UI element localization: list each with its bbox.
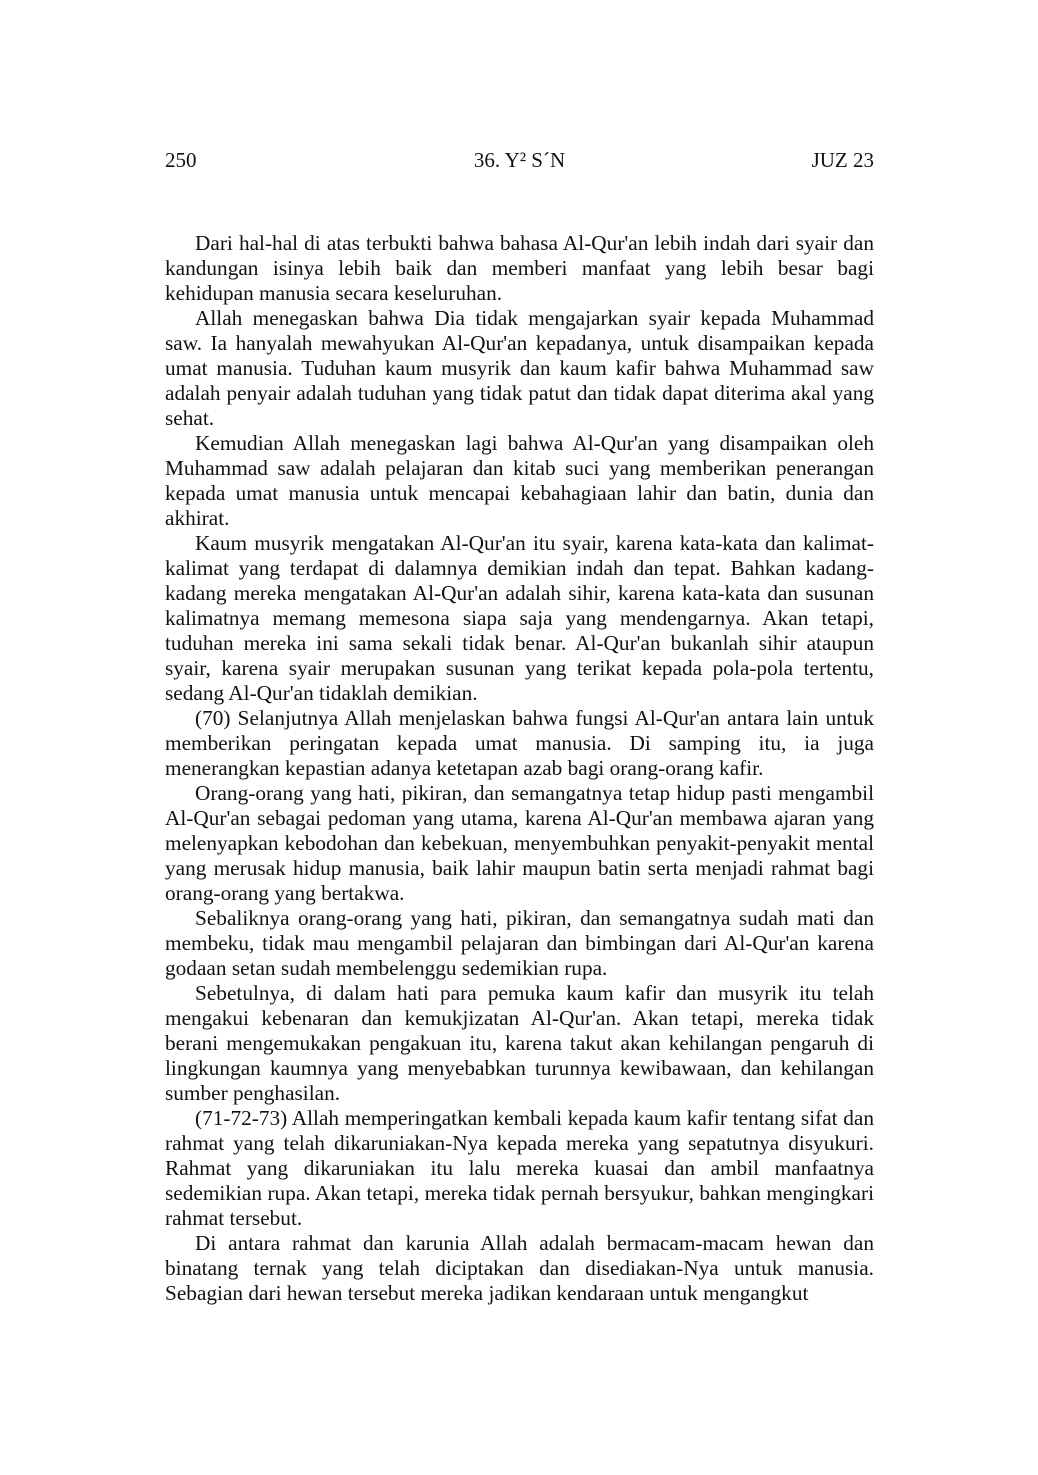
paragraph: Dari hal-hal di atas terbukti bahwa bahasa Al-Qur'an lebih indah dari syair dan kandungan isinya lebih baik dan memberi manfaat yang lebih besar bagi kehidupan manusia secara keseluruhan. — [165, 231, 874, 305]
page-header — [165, 146, 874, 174]
paragraph: (70) Selanjutnya Allah menjelaskan bahwa fungsi Al-Qur'an antara lain untuk memberikan peringatan kepada umat manusia. Di samping itu, ia juga menerangkan kepastian adanya ketetapan azab bagi orang-orang kafir. — [165, 706, 874, 780]
paragraph: (71-72-73) Allah memperingatkan kembali kepada kaum kafir tentang sifat dan rahmat yang telah dikaruniakan-Nya kepada mereka yang sepatutnya disyukuri. Rahmat yang dikaruniakan itu lalu mereka kuasai dan ambil manfaatnya sedemikian rupa. Akan tetapi, mereka tidak pernah bersyukur, bahkan mengingkari rahmat tersebut. — [165, 1106, 874, 1230]
paragraph: Kemudian Allah menegaskan lagi bahwa Al-Qur'an yang disampaikan oleh Muhammad saw adalah pelajaran dan kitab suci yang memberikan penerangan kepada umat manusia untuk mencapai kebahagiaan lahir dan batin, dunia dan akhirat. — [165, 431, 874, 530]
paragraph: Sebetulnya, di dalam hati para pemuka kaum kafir dan musyrik itu telah mengakui kebenaran dan kemukjizatan Al-Qur'an. Akan tetapi, mereka tidak berani mengemukakan pengakuan itu, karena takut akan kehilangan pengaruh di lingkungan kaumnya yang menyebabkan turunnya kewibawaan, dan kehilangan sumber penghasilan. — [165, 981, 874, 1105]
page-number: 250 — [165, 148, 197, 172]
paragraph: Kaum musyrik mengatakan Al-Qur'an itu syair, karena kata-kata dan kalimat-kalimat yang terdapat di dalamnya demikian indah dan tepat. Bahkan kadang-kadang mereka mengatakan Al-Qur'an adalah sihir, karena kata-kata dan susunan kalimatnya memang memesona siapa saja yang mendengarnya. Akan tetapi, tuduhan mereka ini sama sekali tidak benar. Al-Qur'an bukanlah sihir ataupun syair, karena syair merupakan susunan yang terikat kepada pola-pola tertentu, sedang Al-Qur'an tidaklah demikian. — [165, 531, 874, 705]
paragraph: Di antara rahmat dan karunia Allah adalah bermacam-macam hewan dan binatang ternak yang telah diciptakan dan disediakan-Nya untuk manusia. Sebagian dari hewan tersebut mereka jadikan kendaraan untuk mengangkut — [165, 1231, 874, 1305]
chapter-title: 36. Y² S´N — [473, 148, 566, 172]
body-text — [165, 231, 874, 1306]
paragraph: Sebaliknya orang-orang yang hati, pikiran, dan semangatnya sudah mati dan membeku, tidak mau mengambil pelajaran dan bimbingan dari Al-Qur'an karena godaan setan sudah membelenggu sedemikian rupa. — [165, 906, 874, 980]
paragraph: Allah menegaskan bahwa Dia tidak mengajarkan syair kepada Muhammad saw. Ia hanyalah mewahyukan Al-Qur'an kepadanya, untuk disampaikan kepada umat manusia. Tuduhan kaum musyrik dan kaum kafir bahwa Muhammad saw adalah penyair adalah tuduhan yang tidak patut dan tidak dapat diterima akal yang sehat. — [165, 306, 874, 430]
juz-label: JUZ 23 — [811, 148, 874, 172]
paragraph: Orang-orang yang hati, pikiran, dan semangatnya tetap hidup pasti mengambil Al-Qur'an sebagai pedoman yang utama, karena Al-Qur'an membawa ajaran yang melenyapkan kebodohan dan kebekuan, menyembuhkan penyakit-penyakit mental yang merusak hidup manusia, baik lahir maupun batin serta menjadi rahmat bagi orang-orang yang bertakwa. — [165, 781, 874, 905]
